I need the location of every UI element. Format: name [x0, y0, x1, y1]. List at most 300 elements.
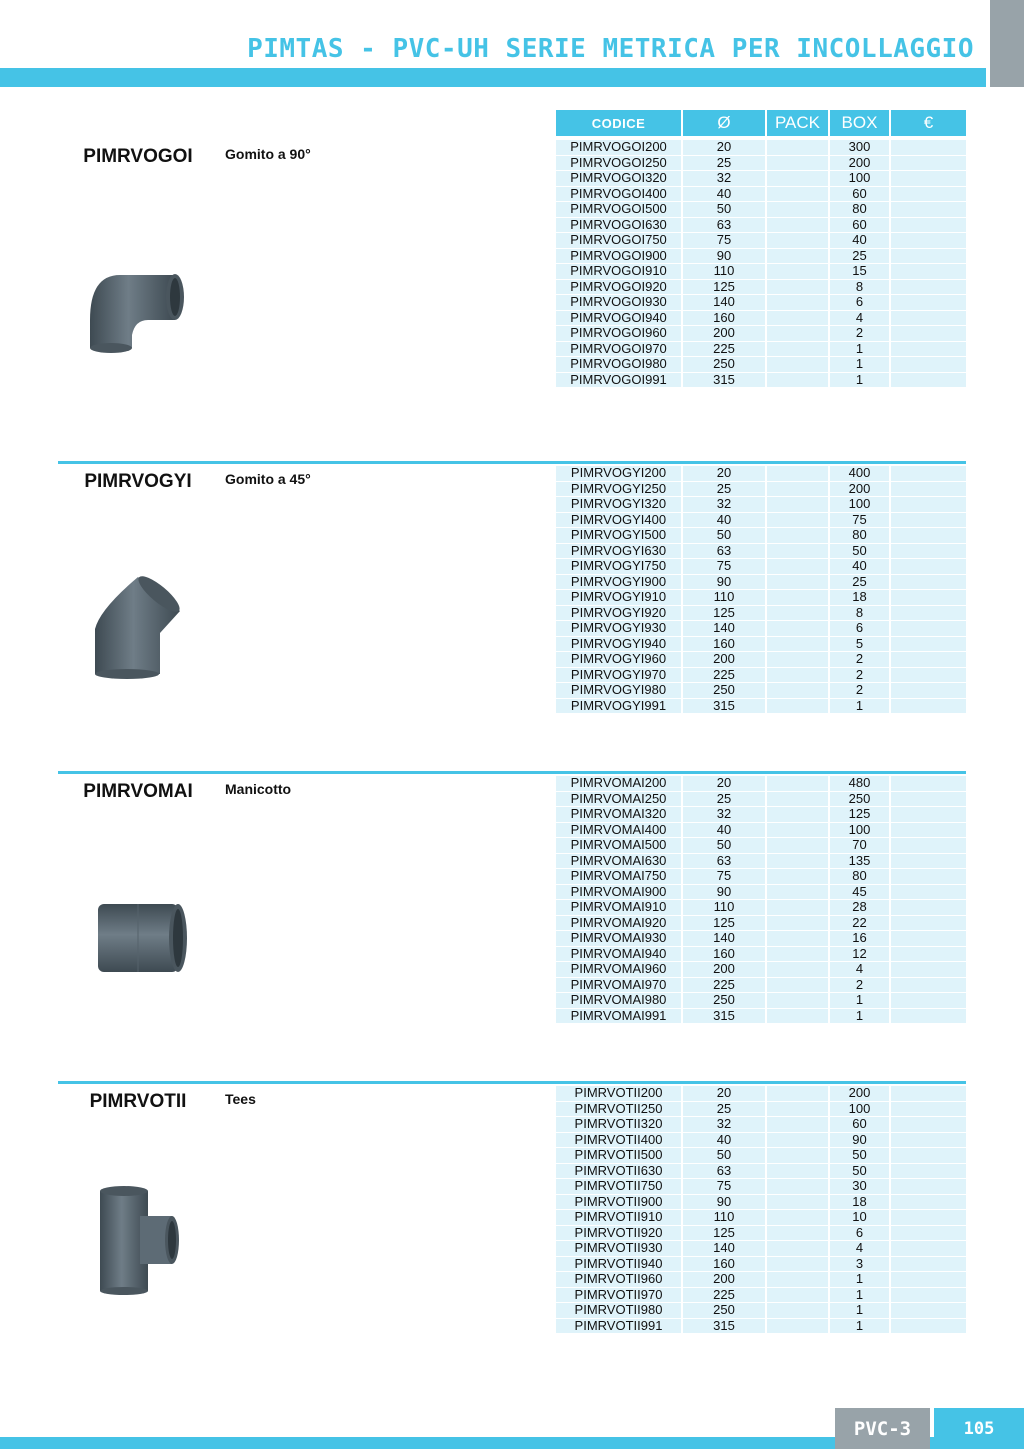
cell-price — [891, 249, 966, 265]
cell-price — [891, 559, 966, 575]
cell-codice: PIMRVOGOI200 — [556, 140, 681, 156]
table-row — [556, 559, 966, 575]
elbow-45-image — [80, 569, 200, 689]
cell-pack — [767, 1164, 828, 1180]
section-divider — [58, 771, 966, 774]
cell-price — [891, 482, 966, 498]
cell-diameter: 315 — [683, 1319, 765, 1335]
section-label: PVC-3 — [835, 1408, 930, 1449]
cell-codice: PIMRVOMAI930 — [556, 931, 681, 947]
cell-codice: PIMRVOGOI500 — [556, 202, 681, 218]
cell-box: 2 — [830, 326, 889, 342]
cell-box: 60 — [830, 1117, 889, 1133]
cell-diameter: 140 — [683, 621, 765, 637]
cell-price — [891, 326, 966, 342]
cell-price — [891, 1303, 966, 1319]
cell-box: 22 — [830, 916, 889, 932]
cell-codice: PIMRVOMAI400 — [556, 823, 681, 839]
cell-diameter: 50 — [683, 202, 765, 218]
cell-box: 100 — [830, 171, 889, 187]
cell-price — [891, 1210, 966, 1226]
cell-price — [891, 140, 966, 156]
cell-diameter: 110 — [683, 1210, 765, 1226]
cell-diameter: 225 — [683, 668, 765, 684]
cell-codice: PIMRVOGYI920 — [556, 606, 681, 622]
cell-price — [891, 854, 966, 870]
cell-price — [891, 218, 966, 234]
cell-pack — [767, 637, 828, 653]
table-row — [556, 1257, 966, 1273]
cell-box: 1 — [830, 1303, 889, 1319]
table-row — [556, 1117, 966, 1133]
cell-price — [891, 342, 966, 358]
table-row — [556, 1210, 966, 1226]
cell-price — [891, 637, 966, 653]
cell-box: 40 — [830, 559, 889, 575]
table-row — [556, 637, 966, 653]
cell-pack — [767, 171, 828, 187]
table-row — [556, 792, 966, 808]
cell-codice: PIMRVOTII320 — [556, 1117, 681, 1133]
cell-price — [891, 1319, 966, 1335]
cell-price — [891, 202, 966, 218]
cell-price — [891, 1195, 966, 1211]
cell-codice: PIMRVOMAI980 — [556, 993, 681, 1009]
product-table — [556, 466, 966, 714]
section-divider — [58, 461, 966, 464]
cell-pack — [767, 1086, 828, 1102]
cell-codice: PIMRVOTII991 — [556, 1319, 681, 1335]
table-row — [556, 311, 966, 327]
cell-codice: PIMRVOGOI991 — [556, 373, 681, 389]
table-row — [556, 854, 966, 870]
col-pack: PACK — [767, 110, 828, 136]
cell-box: 1 — [830, 1319, 889, 1335]
cell-pack — [767, 140, 828, 156]
header-tab — [990, 0, 1024, 87]
cell-pack — [767, 1319, 828, 1335]
cell-pack — [767, 513, 828, 529]
table-row — [556, 1195, 966, 1211]
cell-pack — [767, 326, 828, 342]
cell-codice: PIMRVOTII500 — [556, 1148, 681, 1164]
cell-pack — [767, 357, 828, 373]
coupling-image — [80, 876, 200, 996]
cell-price — [891, 233, 966, 249]
table-row — [556, 156, 966, 172]
cell-box: 200 — [830, 156, 889, 172]
cell-pack — [767, 900, 828, 916]
product-table — [556, 776, 966, 1024]
cell-codice: PIMRVOTII630 — [556, 1164, 681, 1180]
cell-box: 200 — [830, 482, 889, 498]
cell-box: 8 — [830, 606, 889, 622]
cell-box: 135 — [830, 854, 889, 870]
cell-pack — [767, 1226, 828, 1242]
cell-codice: PIMRVOTII900 — [556, 1195, 681, 1211]
product-description: Tees — [225, 1091, 256, 1107]
cell-box: 2 — [830, 683, 889, 699]
cell-price — [891, 1009, 966, 1025]
table-row — [556, 1133, 966, 1149]
cell-box: 45 — [830, 885, 889, 901]
cell-price — [891, 357, 966, 373]
cell-box: 80 — [830, 869, 889, 885]
col-diameter: Ø — [683, 110, 765, 136]
cell-diameter: 63 — [683, 544, 765, 560]
cell-codice: PIMRVOTII910 — [556, 1210, 681, 1226]
cell-box: 50 — [830, 544, 889, 560]
cell-codice: PIMRVOGYI500 — [556, 528, 681, 544]
table-row — [556, 993, 966, 1009]
cell-diameter: 140 — [683, 295, 765, 311]
cell-pack — [767, 683, 828, 699]
cell-diameter: 75 — [683, 233, 765, 249]
cell-codice: PIMRVOMAI320 — [556, 807, 681, 823]
cell-price — [891, 1164, 966, 1180]
product-code: PIMRVOTII — [89, 1091, 187, 1112]
cell-box: 1 — [830, 1272, 889, 1288]
table-row — [556, 497, 966, 513]
cell-codice: PIMRVOMAI920 — [556, 916, 681, 932]
cell-price — [891, 1086, 966, 1102]
cell-codice: PIMRVOGOI630 — [556, 218, 681, 234]
cell-box: 18 — [830, 590, 889, 606]
cell-pack — [767, 931, 828, 947]
cell-pack — [767, 544, 828, 560]
cell-box: 60 — [830, 218, 889, 234]
cell-codice: PIMRVOGYI980 — [556, 683, 681, 699]
cell-pack — [767, 1241, 828, 1257]
cell-box: 90 — [830, 1133, 889, 1149]
cell-pack — [767, 280, 828, 296]
cell-box: 6 — [830, 295, 889, 311]
table-row — [556, 1226, 966, 1242]
cell-price — [891, 1241, 966, 1257]
cell-diameter: 25 — [683, 1102, 765, 1118]
table-row — [556, 140, 966, 156]
table-row — [556, 652, 966, 668]
cell-pack — [767, 202, 828, 218]
cell-pack — [767, 342, 828, 358]
cell-price — [891, 699, 966, 715]
cell-price — [891, 1288, 966, 1304]
cell-price — [891, 466, 966, 482]
table-row — [556, 1288, 966, 1304]
product-code: PIMRVOGOI — [83, 146, 193, 167]
cell-pack — [767, 699, 828, 715]
cell-diameter: 40 — [683, 187, 765, 203]
cell-diameter: 90 — [683, 575, 765, 591]
tee-image — [80, 1181, 200, 1301]
cell-pack — [767, 528, 828, 544]
table-row — [556, 869, 966, 885]
cell-diameter: 250 — [683, 683, 765, 699]
cell-pack — [767, 233, 828, 249]
cell-diameter: 315 — [683, 1009, 765, 1025]
table-header — [556, 110, 966, 136]
table-row — [556, 482, 966, 498]
cell-price — [891, 606, 966, 622]
cell-pack — [767, 807, 828, 823]
cell-price — [891, 993, 966, 1009]
cell-box: 250 — [830, 792, 889, 808]
cell-diameter: 40 — [683, 513, 765, 529]
cell-codice: PIMRVOMAI900 — [556, 885, 681, 901]
cell-diameter: 160 — [683, 637, 765, 653]
table-row — [556, 295, 966, 311]
cell-pack — [767, 482, 828, 498]
cell-pack — [767, 1133, 828, 1149]
table-row — [556, 978, 966, 994]
cell-pack — [767, 218, 828, 234]
cell-price — [891, 1117, 966, 1133]
cell-price — [891, 590, 966, 606]
cell-codice: PIMRVOGOI250 — [556, 156, 681, 172]
cell-price — [891, 264, 966, 280]
table-row — [556, 249, 966, 265]
cell-diameter: 225 — [683, 342, 765, 358]
cell-box: 2 — [830, 978, 889, 994]
cell-codice: PIMRVOGOI920 — [556, 280, 681, 296]
cell-box: 1 — [830, 699, 889, 715]
cell-pack — [767, 264, 828, 280]
cell-box: 100 — [830, 823, 889, 839]
cell-codice: PIMRVOGOI940 — [556, 311, 681, 327]
cell-codice: PIMRVOTII200 — [556, 1086, 681, 1102]
cell-diameter: 63 — [683, 218, 765, 234]
cell-diameter: 250 — [683, 993, 765, 1009]
cell-codice: PIMRVOTII980 — [556, 1303, 681, 1319]
cell-pack — [767, 1257, 828, 1273]
cell-codice: PIMRVOTII250 — [556, 1102, 681, 1118]
cell-pack — [767, 1210, 828, 1226]
cell-pack — [767, 156, 828, 172]
section-divider — [58, 1081, 966, 1084]
cell-codice: PIMRVOGYI960 — [556, 652, 681, 668]
table-row — [556, 342, 966, 358]
table-row — [556, 280, 966, 296]
cell-box: 480 — [830, 776, 889, 792]
cell-pack — [767, 1102, 828, 1118]
table-row — [556, 264, 966, 280]
cell-box: 4 — [830, 311, 889, 327]
cell-price — [891, 652, 966, 668]
cell-price — [891, 1257, 966, 1273]
table-row — [556, 776, 966, 792]
table-row — [556, 590, 966, 606]
cell-diameter: 75 — [683, 1179, 765, 1195]
cell-codice: PIMRVOGOI400 — [556, 187, 681, 203]
cell-codice: PIMRVOTII930 — [556, 1241, 681, 1257]
cell-diameter: 20 — [683, 466, 765, 482]
cell-codice: PIMRVOGOI930 — [556, 295, 681, 311]
cell-price — [891, 869, 966, 885]
cell-codice: PIMRVOGYI970 — [556, 668, 681, 684]
cell-pack — [767, 776, 828, 792]
table-row — [556, 513, 966, 529]
cell-codice: PIMRVOGYI400 — [556, 513, 681, 529]
cell-pack — [767, 1272, 828, 1288]
table-row — [556, 187, 966, 203]
cell-diameter: 110 — [683, 900, 765, 916]
cell-codice: PIMRVOMAI940 — [556, 947, 681, 963]
cell-pack — [767, 1117, 828, 1133]
cell-diameter: 90 — [683, 885, 765, 901]
cell-diameter: 140 — [683, 1241, 765, 1257]
cell-pack — [767, 1009, 828, 1025]
cell-pack — [767, 838, 828, 854]
cell-box: 2 — [830, 652, 889, 668]
table-row — [556, 1303, 966, 1319]
cell-diameter: 90 — [683, 1195, 765, 1211]
cell-codice: PIMRVOMAI630 — [556, 854, 681, 870]
cell-diameter: 20 — [683, 1086, 765, 1102]
table-row — [556, 1164, 966, 1180]
cell-box: 100 — [830, 497, 889, 513]
table-row — [556, 544, 966, 560]
cell-codice: PIMRVOMAI910 — [556, 900, 681, 916]
cell-price — [891, 544, 966, 560]
cell-diameter: 200 — [683, 326, 765, 342]
cell-diameter: 32 — [683, 807, 765, 823]
table-row — [556, 373, 966, 389]
table-row — [556, 1241, 966, 1257]
col-price: € — [891, 110, 966, 136]
cell-pack — [767, 311, 828, 327]
cell-codice: PIMRVOMAI250 — [556, 792, 681, 808]
cell-price — [891, 916, 966, 932]
cell-price — [891, 885, 966, 901]
table-row — [556, 683, 966, 699]
product-description: Gomito a 90° — [225, 146, 311, 162]
cell-box: 1 — [830, 1288, 889, 1304]
cell-codice: PIMRVOMAI970 — [556, 978, 681, 994]
cell-price — [891, 978, 966, 994]
cell-diameter: 250 — [683, 357, 765, 373]
cell-diameter: 250 — [683, 1303, 765, 1319]
cell-diameter: 140 — [683, 931, 765, 947]
cell-price — [891, 373, 966, 389]
cell-price — [891, 1272, 966, 1288]
cell-price — [891, 792, 966, 808]
cell-diameter: 125 — [683, 916, 765, 932]
cell-box: 60 — [830, 187, 889, 203]
cell-diameter: 50 — [683, 528, 765, 544]
table-row — [556, 1319, 966, 1335]
cell-diameter: 63 — [683, 854, 765, 870]
cell-pack — [767, 947, 828, 963]
cell-box: 15 — [830, 264, 889, 280]
cell-price — [891, 1148, 966, 1164]
cell-diameter: 25 — [683, 482, 765, 498]
cell-pack — [767, 575, 828, 591]
cell-diameter: 125 — [683, 1226, 765, 1242]
cell-diameter: 20 — [683, 776, 765, 792]
cell-box: 50 — [830, 1164, 889, 1180]
cell-pack — [767, 295, 828, 311]
table-row — [556, 575, 966, 591]
cell-box: 100 — [830, 1102, 889, 1118]
cell-price — [891, 962, 966, 978]
cell-pack — [767, 621, 828, 637]
cell-box: 300 — [830, 140, 889, 156]
cell-price — [891, 1102, 966, 1118]
cell-price — [891, 947, 966, 963]
cell-codice: PIMRVOGYI910 — [556, 590, 681, 606]
table-row — [556, 962, 966, 978]
table-row — [556, 699, 966, 715]
cell-pack — [767, 885, 828, 901]
cell-diameter: 63 — [683, 1164, 765, 1180]
table-row — [556, 668, 966, 684]
cell-diameter: 75 — [683, 559, 765, 575]
cell-codice: PIMRVOGOI750 — [556, 233, 681, 249]
cell-pack — [767, 916, 828, 932]
cell-box: 3 — [830, 1257, 889, 1273]
cell-box: 5 — [830, 637, 889, 653]
cell-box: 10 — [830, 1210, 889, 1226]
table-row — [556, 1148, 966, 1164]
table-row — [556, 900, 966, 916]
cell-diameter: 75 — [683, 869, 765, 885]
cell-diameter: 110 — [683, 590, 765, 606]
table-row — [556, 947, 966, 963]
cell-box: 16 — [830, 931, 889, 947]
cell-pack — [767, 1195, 828, 1211]
cell-box: 1 — [830, 342, 889, 358]
table-row — [556, 528, 966, 544]
cell-codice: PIMRVOGYI200 — [556, 466, 681, 482]
cell-box: 30 — [830, 1179, 889, 1195]
cell-pack — [767, 373, 828, 389]
cell-pack — [767, 962, 828, 978]
cell-codice: PIMRVOGYI900 — [556, 575, 681, 591]
cell-pack — [767, 466, 828, 482]
cell-pack — [767, 559, 828, 575]
cell-price — [891, 668, 966, 684]
cell-codice: PIMRVOGYI630 — [556, 544, 681, 560]
cell-box: 400 — [830, 466, 889, 482]
cell-codice: PIMRVOMAI500 — [556, 838, 681, 854]
page-number: 105 — [934, 1408, 1024, 1449]
cell-box: 18 — [830, 1195, 889, 1211]
cell-diameter: 315 — [683, 699, 765, 715]
cell-codice: PIMRVOMAI960 — [556, 962, 681, 978]
cell-pack — [767, 1288, 828, 1304]
cell-diameter: 125 — [683, 280, 765, 296]
cell-diameter: 90 — [683, 249, 765, 265]
cell-codice: PIMRVOGYI750 — [556, 559, 681, 575]
cell-codice: PIMRVOGOI910 — [556, 264, 681, 280]
table-row — [556, 823, 966, 839]
table-row — [556, 1086, 966, 1102]
cell-box: 2 — [830, 668, 889, 684]
cell-diameter: 40 — [683, 823, 765, 839]
cell-price — [891, 513, 966, 529]
cell-price — [891, 807, 966, 823]
product-code: PIMRVOGYI — [84, 471, 192, 492]
cell-codice: PIMRVOGOI320 — [556, 171, 681, 187]
cell-diameter: 125 — [683, 606, 765, 622]
cell-pack — [767, 1148, 828, 1164]
cell-diameter: 32 — [683, 171, 765, 187]
cell-pack — [767, 187, 828, 203]
cell-pack — [767, 606, 828, 622]
cell-price — [891, 295, 966, 311]
cell-box: 8 — [830, 280, 889, 296]
cell-box: 80 — [830, 202, 889, 218]
